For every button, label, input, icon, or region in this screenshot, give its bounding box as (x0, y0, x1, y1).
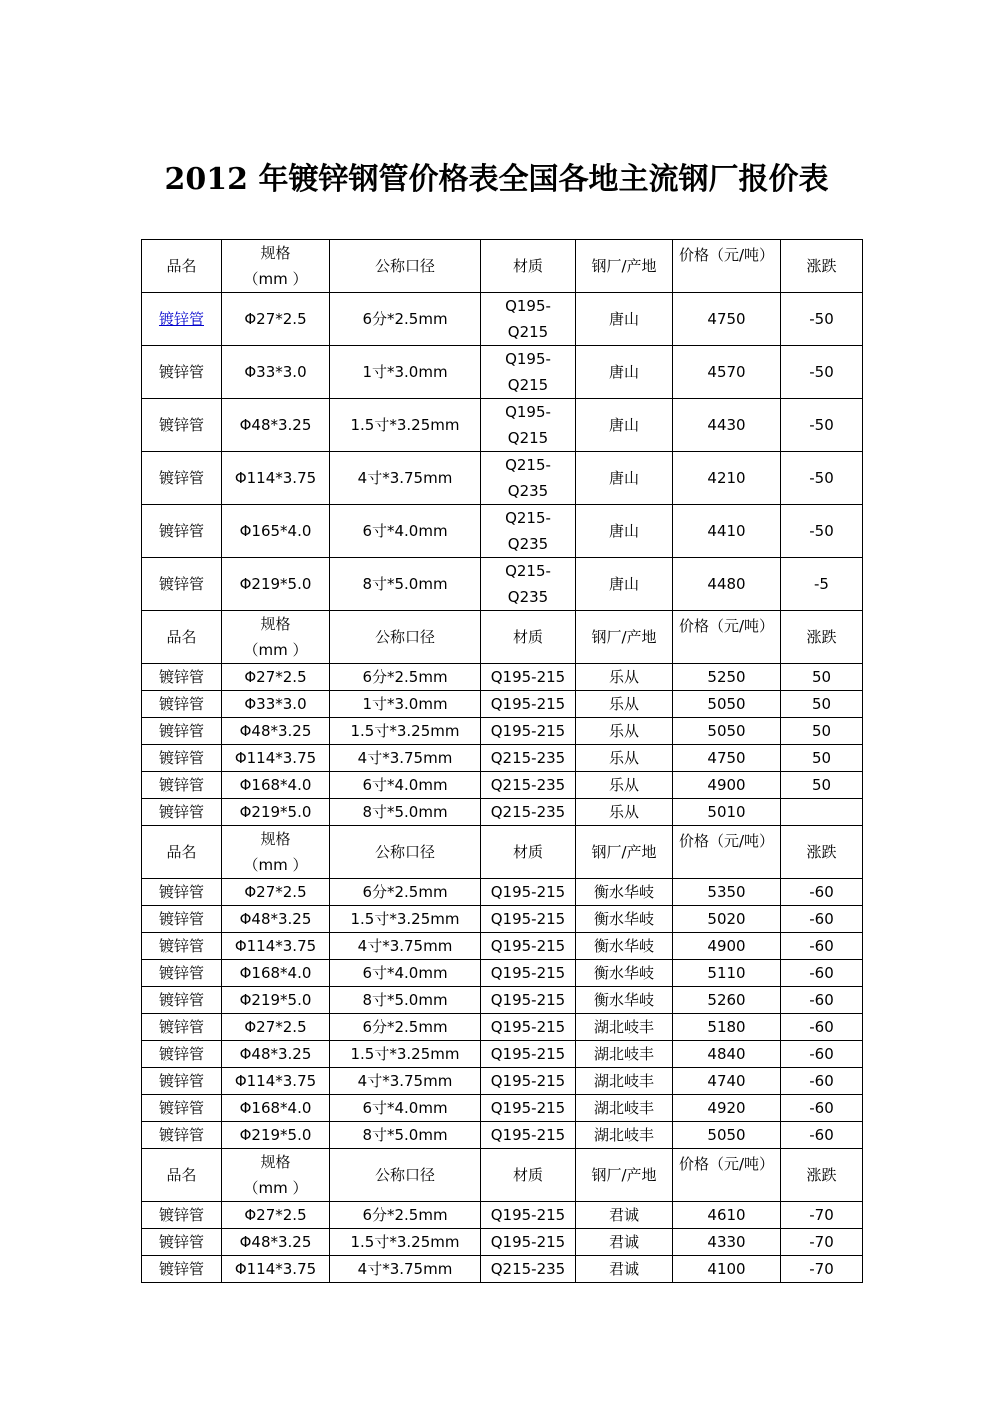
table-row (142, 933, 863, 960)
cell-price: 5050 (673, 718, 781, 745)
cell-material-line-2: Q215 (507, 323, 549, 341)
header-nominal: 公称口径 (330, 1149, 481, 1202)
cell-nominal: 1寸*3.0mm (330, 346, 481, 399)
cell-nominal: 6寸*4.0mm (330, 1095, 481, 1122)
cell-name: 镀锌管 (142, 505, 222, 558)
header-spec-line-1: 规格 (260, 244, 291, 262)
cell-nominal: 4寸*3.75mm (330, 933, 481, 960)
cell-price: 5180 (673, 1014, 781, 1041)
cell-spec: Φ27*2.5 (222, 879, 330, 906)
cell-spec: Φ114*3.75 (222, 452, 330, 505)
cell-material-line-1: Q215- (505, 562, 551, 580)
cell-price: 4330 (673, 1229, 781, 1256)
cell-spec: Φ219*5.0 (222, 987, 330, 1014)
cell-price: 4750 (673, 293, 781, 346)
cell-mill: 湖北岐丰 (576, 1041, 673, 1068)
cell-price: 4900 (673, 772, 781, 799)
cell-spec: Φ219*5.0 (222, 799, 330, 826)
cell-material-line-2: Q235 (507, 482, 549, 500)
cell-price: 4480 (673, 558, 781, 611)
cell-nominal: 1.5寸*3.25mm (330, 1229, 481, 1256)
cell-price: 4840 (673, 1041, 781, 1068)
cell-spec: Φ114*3.75 (222, 745, 330, 772)
cell-spec: Φ168*4.0 (222, 960, 330, 987)
cell-name: 镀锌管 (142, 691, 222, 718)
cell-material: Q195-215 (481, 718, 576, 745)
cell-mill: 唐山 (576, 452, 673, 505)
cell-change: -60 (781, 879, 863, 906)
cell-change: -60 (781, 1068, 863, 1095)
table-row (142, 1068, 863, 1095)
cell-name: 镀锌管 (142, 960, 222, 987)
header-price: 价格（元/吨） (673, 826, 781, 879)
header-mill: 钢厂/产地 (576, 826, 673, 879)
table-row (142, 718, 863, 745)
cell-material: Q215-235 (481, 772, 576, 799)
cell-nominal: 4寸*3.75mm (330, 452, 481, 505)
price-table (141, 239, 863, 1283)
header-spec-line-1: 规格 (260, 1153, 291, 1171)
header-mill: 钢厂/产地 (576, 611, 673, 664)
cell-change: -70 (781, 1256, 863, 1283)
cell-material: Q195-215 (481, 987, 576, 1014)
cell-price: 4750 (673, 745, 781, 772)
header-spec-line-2: （mm ） (243, 1179, 308, 1197)
cell-mill: 乐从 (576, 664, 673, 691)
cell-mill: 唐山 (576, 558, 673, 611)
table-row (142, 664, 863, 691)
cell-mill: 衡水华岐 (576, 960, 673, 987)
cell-nominal: 6寸*4.0mm (330, 505, 481, 558)
cell-mill: 衡水华岐 (576, 987, 673, 1014)
cell-material: Q195-215 (481, 1095, 576, 1122)
cell-material: Q195-215 (481, 879, 576, 906)
cell-change: -50 (781, 505, 863, 558)
cell-name: 镀锌管 (142, 799, 222, 826)
cell-mill: 乐从 (576, 799, 673, 826)
cell-material-line-1: Q195- (505, 297, 551, 315)
cell-spec: Φ219*5.0 (222, 558, 330, 611)
cell-nominal: 6分*2.5mm (330, 1202, 481, 1229)
cell-spec: Φ48*3.25 (222, 399, 330, 452)
cell-price: 4610 (673, 1202, 781, 1229)
cell-nominal: 6分*2.5mm (330, 879, 481, 906)
header-spec-line-2: （mm ） (243, 270, 308, 288)
cell-mill: 唐山 (576, 399, 673, 452)
header-price: 价格（元/吨） (673, 611, 781, 664)
cell-material: Q215-235 (481, 1256, 576, 1283)
table-row (142, 505, 863, 558)
cell-material: Q195-215 (481, 933, 576, 960)
cell-name: 镀锌管 (142, 664, 222, 691)
cell-name: 镀锌管 (142, 1068, 222, 1095)
cell-name: 镀锌管 (142, 772, 222, 799)
cell-price: 4100 (673, 1256, 781, 1283)
cell-material (481, 452, 576, 505)
cell-change: -50 (781, 452, 863, 505)
cell-spec: Φ27*2.5 (222, 664, 330, 691)
cell-material: Q195-215 (481, 691, 576, 718)
cell-mill: 乐从 (576, 745, 673, 772)
cell-spec: Φ48*3.25 (222, 906, 330, 933)
cell-spec: Φ219*5.0 (222, 1122, 330, 1149)
table-row (142, 1122, 863, 1149)
cell-name: 镀锌管 (142, 558, 222, 611)
cell-material: Q195-215 (481, 960, 576, 987)
cell-material (481, 505, 576, 558)
cell-change: -60 (781, 1014, 863, 1041)
cell-change: -60 (781, 960, 863, 987)
header-name: 品名 (142, 826, 222, 879)
cell-mill: 乐从 (576, 691, 673, 718)
cell-material-line-2: Q215 (507, 429, 549, 447)
cell-mill: 湖北岐丰 (576, 1122, 673, 1149)
cell-change: -60 (781, 1095, 863, 1122)
cell-material-line-2: Q215 (507, 376, 549, 394)
cell-price: 5250 (673, 664, 781, 691)
cell-material (481, 346, 576, 399)
cell-name: 镀锌管 (142, 1095, 222, 1122)
table-row (142, 799, 863, 826)
header-material: 材质 (481, 240, 576, 293)
cell-spec: Φ33*3.0 (222, 691, 330, 718)
cell-material-line-1: Q195- (505, 403, 551, 421)
cell-mill: 乐从 (576, 772, 673, 799)
table-row (142, 558, 863, 611)
cell-nominal: 6分*2.5mm (330, 664, 481, 691)
cell-change: -60 (781, 987, 863, 1014)
cell-price: 4920 (673, 1095, 781, 1122)
cell-change: 50 (781, 745, 863, 772)
header-spec (222, 611, 330, 664)
cell-material-line-1: Q215- (505, 509, 551, 527)
cell-price: 4210 (673, 452, 781, 505)
table-row (142, 906, 863, 933)
table-row (142, 1229, 863, 1256)
cell-change: 50 (781, 691, 863, 718)
cell-nominal: 1.5寸*3.25mm (330, 399, 481, 452)
cell-mill: 乐从 (576, 718, 673, 745)
header-spec (222, 1149, 330, 1202)
cell-name: 镀锌管 (142, 1256, 222, 1283)
header-material: 材质 (481, 826, 576, 879)
cell-spec: Φ48*3.25 (222, 718, 330, 745)
cell-price: 5020 (673, 906, 781, 933)
cell-mill: 君诚 (576, 1202, 673, 1229)
cell-spec: Φ33*3.0 (222, 346, 330, 399)
cell-material: Q195-215 (481, 1014, 576, 1041)
cell-price: 4430 (673, 399, 781, 452)
cell-name: 镀锌管 (142, 987, 222, 1014)
table-row (142, 293, 863, 346)
cell-material: Q195-215 (481, 1068, 576, 1095)
cell-material: Q195-215 (481, 1229, 576, 1256)
table-row (142, 1256, 863, 1283)
cell-name: 镀锌管 (142, 718, 222, 745)
cell-nominal: 1.5寸*3.25mm (330, 1041, 481, 1068)
table-row (142, 745, 863, 772)
cell-change (781, 799, 863, 826)
header-name: 品名 (142, 611, 222, 664)
header-spec-line-1: 规格 (260, 830, 291, 848)
cell-change: 50 (781, 718, 863, 745)
header-change: 涨跌 (781, 1149, 863, 1202)
product-link[interactable]: 镀锌管 (158, 310, 204, 328)
header-price: 价格（元/吨） (673, 1149, 781, 1202)
cell-name: 镀锌管 (142, 745, 222, 772)
header-spec (222, 240, 330, 293)
cell-change: -50 (781, 346, 863, 399)
cell-change: -70 (781, 1229, 863, 1256)
cell-name: 镀锌管 (142, 933, 222, 960)
cell-spec: Φ114*3.75 (222, 1068, 330, 1095)
cell-name (142, 293, 222, 346)
table-header-row (142, 240, 863, 293)
cell-name: 镀锌管 (142, 1229, 222, 1256)
header-change: 涨跌 (781, 611, 863, 664)
cell-nominal: 1寸*3.0mm (330, 691, 481, 718)
cell-spec: Φ27*2.5 (222, 1202, 330, 1229)
cell-price: 4900 (673, 933, 781, 960)
cell-price: 4410 (673, 505, 781, 558)
cell-material-line-2: Q235 (507, 535, 549, 553)
cell-change: -60 (781, 1122, 863, 1149)
page-title: 2012 年镀锌钢管价格表全国各地主流钢厂报价表 (164, 162, 829, 197)
cell-nominal: 8寸*5.0mm (330, 558, 481, 611)
header-nominal: 公称口径 (330, 240, 481, 293)
table-row (142, 691, 863, 718)
cell-nominal: 6寸*4.0mm (330, 960, 481, 987)
cell-material (481, 293, 576, 346)
cell-mill: 君诚 (576, 1229, 673, 1256)
cell-price: 4740 (673, 1068, 781, 1095)
cell-nominal: 4寸*3.75mm (330, 1068, 481, 1095)
table-row (142, 987, 863, 1014)
cell-name: 镀锌管 (142, 1041, 222, 1068)
cell-price: 5350 (673, 879, 781, 906)
cell-nominal: 1.5寸*3.25mm (330, 906, 481, 933)
cell-nominal: 6分*2.5mm (330, 1014, 481, 1041)
cell-nominal: 4寸*3.75mm (330, 745, 481, 772)
table-row (142, 879, 863, 906)
cell-spec: Φ168*4.0 (222, 1095, 330, 1122)
header-price: 价格（元/吨） (673, 240, 781, 293)
cell-price: 4570 (673, 346, 781, 399)
cell-material-line-2: Q235 (507, 588, 549, 606)
header-spec-line-1: 规格 (260, 615, 291, 633)
table-header-row (142, 826, 863, 879)
cell-material (481, 558, 576, 611)
cell-mill: 湖北岐丰 (576, 1095, 673, 1122)
cell-mill: 衡水华岐 (576, 879, 673, 906)
cell-nominal: 6寸*4.0mm (330, 772, 481, 799)
cell-change: -5 (781, 558, 863, 611)
cell-spec: Φ165*4.0 (222, 505, 330, 558)
cell-change: 50 (781, 772, 863, 799)
cell-name: 镀锌管 (142, 452, 222, 505)
cell-change: 50 (781, 664, 863, 691)
header-spec-line-2: （mm ） (243, 641, 308, 659)
table-row (142, 772, 863, 799)
header-nominal: 公称口径 (330, 611, 481, 664)
header-name: 品名 (142, 240, 222, 293)
cell-change: -60 (781, 933, 863, 960)
cell-name: 镀锌管 (142, 1122, 222, 1149)
table-row (142, 1202, 863, 1229)
cell-material: Q215-235 (481, 799, 576, 826)
cell-price: 5010 (673, 799, 781, 826)
cell-mill: 衡水华岐 (576, 933, 673, 960)
cell-nominal: 1.5寸*3.25mm (330, 718, 481, 745)
table-row (142, 346, 863, 399)
cell-change: -60 (781, 1041, 863, 1068)
cell-material: Q195-215 (481, 1202, 576, 1229)
table-header-row (142, 611, 863, 664)
table-row (142, 960, 863, 987)
cell-name: 镀锌管 (142, 1014, 222, 1041)
cell-material: Q195-215 (481, 906, 576, 933)
table-row (142, 1041, 863, 1068)
cell-spec: Φ114*3.75 (222, 933, 330, 960)
cell-price: 5050 (673, 691, 781, 718)
table-row (142, 399, 863, 452)
cell-change: -60 (781, 906, 863, 933)
cell-change: -50 (781, 293, 863, 346)
cell-material: Q195-215 (481, 1041, 576, 1068)
cell-mill: 君诚 (576, 1256, 673, 1283)
cell-material: Q215-235 (481, 745, 576, 772)
cell-nominal: 6分*2.5mm (330, 293, 481, 346)
cell-spec: Φ114*3.75 (222, 1256, 330, 1283)
header-spec (222, 826, 330, 879)
cell-spec: Φ48*3.25 (222, 1229, 330, 1256)
cell-mill: 湖北岐丰 (576, 1014, 673, 1041)
header-material: 材质 (481, 611, 576, 664)
cell-material (481, 399, 576, 452)
cell-mill: 唐山 (576, 293, 673, 346)
cell-material-line-1: Q215- (505, 456, 551, 474)
cell-mill: 衡水华岐 (576, 906, 673, 933)
header-name: 品名 (142, 1149, 222, 1202)
cell-name: 镀锌管 (142, 346, 222, 399)
cell-material: Q195-215 (481, 664, 576, 691)
cell-change: -50 (781, 399, 863, 452)
cell-nominal: 8寸*5.0mm (330, 987, 481, 1014)
cell-material: Q195-215 (481, 1122, 576, 1149)
cell-nominal: 8寸*5.0mm (330, 1122, 481, 1149)
header-mill: 钢厂/产地 (576, 240, 673, 293)
header-nominal: 公称口径 (330, 826, 481, 879)
cell-price: 5260 (673, 987, 781, 1014)
cell-material-line-1: Q195- (505, 350, 551, 368)
header-change: 涨跌 (781, 240, 863, 293)
header-mill: 钢厂/产地 (576, 1149, 673, 1202)
header-change: 涨跌 (781, 826, 863, 879)
cell-spec: Φ27*2.5 (222, 1014, 330, 1041)
cell-mill: 湖北岐丰 (576, 1068, 673, 1095)
cell-name: 镀锌管 (142, 906, 222, 933)
header-material: 材质 (481, 1149, 576, 1202)
cell-mill: 唐山 (576, 505, 673, 558)
cell-spec: Φ168*4.0 (222, 772, 330, 799)
table-row (142, 1095, 863, 1122)
table-row (142, 452, 863, 505)
cell-price: 5050 (673, 1122, 781, 1149)
cell-name: 镀锌管 (142, 1202, 222, 1229)
price-table-body (142, 240, 863, 1283)
table-header-row (142, 1149, 863, 1202)
cell-spec: Φ48*3.25 (222, 1041, 330, 1068)
cell-nominal: 8寸*5.0mm (330, 799, 481, 826)
cell-name: 镀锌管 (142, 879, 222, 906)
cell-mill: 唐山 (576, 346, 673, 399)
cell-nominal: 4寸*3.75mm (330, 1256, 481, 1283)
cell-change: -70 (781, 1202, 863, 1229)
header-spec-line-2: （mm ） (243, 856, 308, 874)
cell-price: 5110 (673, 960, 781, 987)
table-row (142, 1014, 863, 1041)
cell-name: 镀锌管 (142, 399, 222, 452)
cell-spec: Φ27*2.5 (222, 293, 330, 346)
